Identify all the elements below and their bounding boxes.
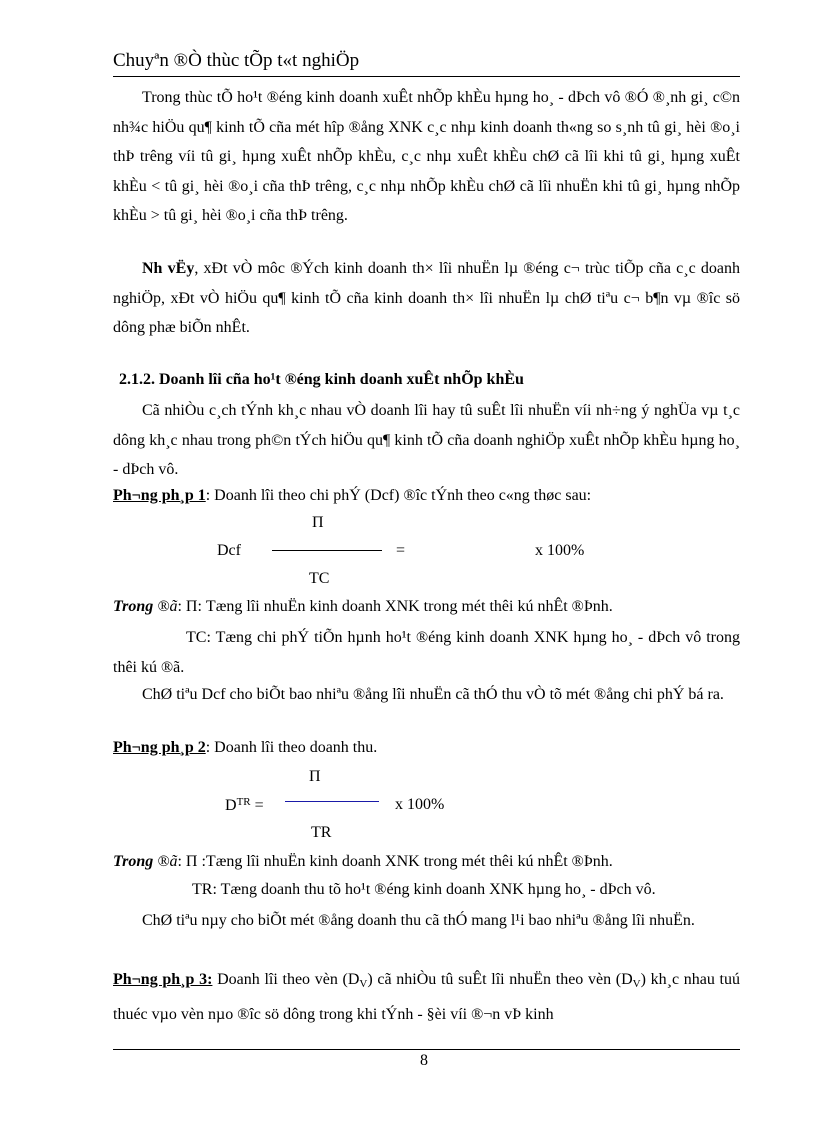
method3-sub-1: V: [359, 978, 368, 990]
formula2-lhs: [225, 796, 264, 815]
where-label-2: Trong: [113, 853, 154, 870]
method3-label: Ph¬ng ph¸p 3:: [113, 971, 213, 988]
paragraph-intro: Trong thùc tÕ ho¹t ®éng kinh doanh xuÊt nhÕp khÈu hµng ho¸ - dÞch vô ®Ó ®¸nh gi¸ c©n nh¾c hiÖu qu¶ kinh tÕ cña mét hîp ®ång XNK c¸c nhµ kinh doanh th«ng so s¸nh tû gi¸ hèi ®o¸i thÞ trêng víi tû gi¸ hµng xuÊt nhÕp khÈu, c¸c nhµ xuÊt khÈu chØ cã lîi khi tû gi¸ hµng xuÊt khÈu < tû gi¸ hèi ®o¸i cña thÞ trêng, c¸c nhµ nhÕp khÈu chØ cã lîi nhuËn khi tû gi¸ hµng nhÕp khÈu > tû gi¸ hèi ®o¸i cña thÞ trêng.: [113, 89, 740, 224]
formula1-lhs: Dcf: [217, 542, 241, 559]
method3-text-c: ) kh¸c nhau tuú thuéc vµo vèn nµo ®îc sö dông trong khi tÝnh - §èi víi ®¬n vÞ kinh: [113, 971, 741, 1023]
formula2-fraction-bar: [285, 801, 379, 802]
formula2-factor: x 100%: [395, 796, 445, 813]
formula2-numerator: Π: [309, 768, 321, 785]
paragraph-dcf-meaning: ChØ tiªu Dcf cho biÕt bao nhiªu ®ång lîi nhuËn cã thÓ thu vÒ tõ mét ®ång chi phÝ bá ra.: [142, 686, 724, 703]
method1-text: : Doanh lîi theo chi phÝ (Dcf) ®îc tÝnh theo c«ng thøc sau:: [205, 487, 592, 504]
formula1-factor: x 100%: [535, 542, 585, 559]
section-heading: 2.1.2. Doanh lîi cña ho¹t ®éng kinh doanh xuÊt nhÕp khÈu: [119, 371, 524, 388]
method3-text-b: ) cã nhiÒu tû suÊt lîi nhuËn theo vèn (D: [367, 971, 633, 988]
conclusion-lead: Nh vËy: [142, 260, 195, 277]
method2-text: : Doanh lîi theo doanh thu.: [205, 739, 378, 756]
formula1-fraction-bar: [272, 550, 382, 551]
formula2-denominator: TR: [311, 824, 332, 841]
method3-sub-2: V: [632, 978, 641, 990]
where3-text: Π :Tæng lîi nhuËn kinh doanh XNK trong mét thêi kú nhÊt ®Þnh.: [181, 853, 613, 870]
method2-label: Ph¬ng ph¸p 2: [113, 739, 206, 756]
where-colon: ®ã: [153, 598, 178, 615]
page-header-title: Chuyªn ®Ò thùc tÕp t«t nghiÖp: [113, 50, 360, 71]
method1-line: [113, 487, 591, 505]
method1-label: Ph¬ng ph¸p 1: [113, 487, 206, 504]
method3-text-a: Doanh lîi theo vèn (D: [212, 971, 360, 988]
where-label: Trong: [113, 598, 154, 615]
method3-paragraph: [113, 965, 740, 1029]
formula1-denominator: TC: [309, 570, 330, 587]
where1-text: : Π: Tæng lîi nhuËn kinh doanh XNK trong mét thêi kú nhÊt ®Þnh.: [177, 598, 613, 615]
header-rule: [113, 76, 740, 77]
where4-text: TR: Tæng doanh thu tõ ho¹t ®éng kinh doanh XNK hµng ho¸ - dÞch vô.: [192, 881, 656, 898]
page-number: 8: [420, 1052, 428, 1069]
where-block-3: Trong ®ã: Π :Tæng lîi nhuËn kinh doanh XNK trong mét thêi kú nhÊt ®Þnh.: [113, 853, 613, 870]
where-block-1: [113, 598, 613, 616]
conclusion-text: , xÐt vÒ môc ®Ých kinh doanh th× lîi nhuËn lµ ®éng c¬ trùc tiÕp cña c¸c doanh nghiÖp, xÐt vÒ hiÖu qu¶ kinh tÕ cña kinh doanh th× lîi nhuËn lµ chØ tiªu c¬ b¶n vµ ®îc sö dông phæ biÕn nhÊt.: [113, 260, 740, 336]
method2-line: [113, 739, 377, 757]
where-colon-2: ®ã: [153, 853, 178, 870]
paragraph-dtr-meaning: ChØ tiªu nµy cho biÕt mét ®ång doanh thu cã thÓ mang l¹i bao nhiªu ®ång lîi nhuËn.: [142, 912, 695, 929]
where2-text: TC: Tæng chi phÝ tiÕn hµnh ho¹t ®éng kinh doanh XNK hµng ho¸ - dÞch vô trong thêi kú ®ã.: [113, 629, 740, 676]
formula1-equals: =: [396, 542, 406, 559]
paragraph-conclusion: [113, 254, 740, 343]
formula2-lhs-sup: TR: [236, 796, 251, 808]
formula2-equals: =: [250, 797, 264, 814]
paragraph-methods-intro: Cã nhiÒu c¸ch tÝnh kh¸c nhau vÒ doanh lîi hay tû suÊt lîi nhuËn víi nh÷ng ý nghÜa vµ t¸c dông kh¸c nhau trong ph©n tÝch hiÖu qu¶ kinh tÕ cña doanh nghiÖp xuÊt nhÕp khÈu hµng ho¸ - dÞch vô.: [113, 402, 740, 478]
formula2-lhs-base: D: [225, 797, 237, 814]
formula1-numerator: Π: [312, 514, 324, 531]
footer-rule: [113, 1049, 740, 1050]
